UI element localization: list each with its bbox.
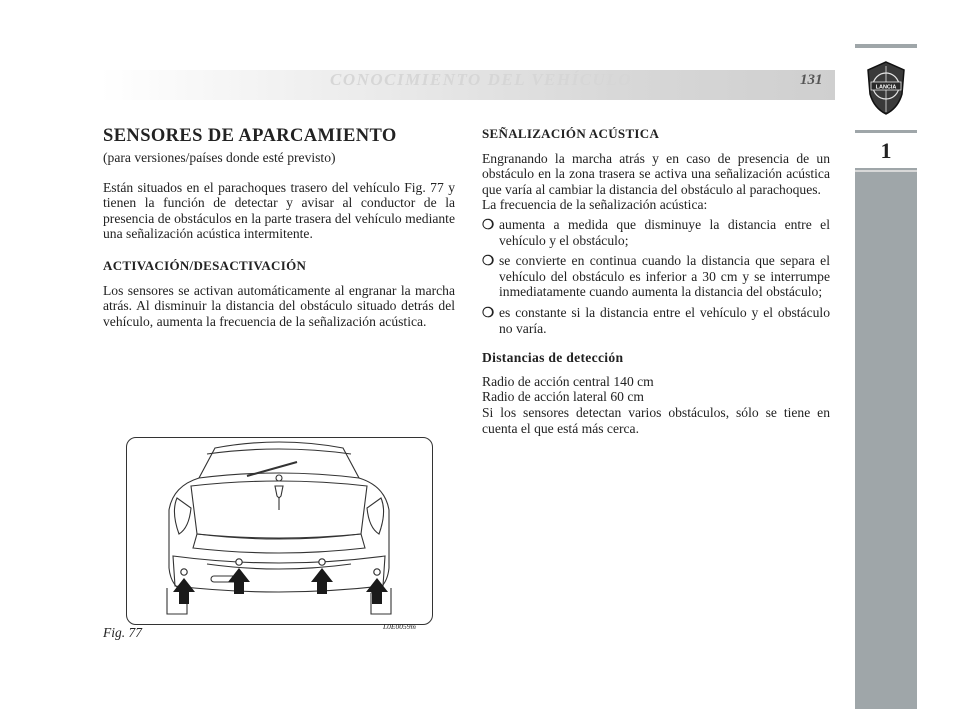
svg-text:LANCIA: LANCIA (875, 84, 897, 91)
running-header-title: CONOCIMIENTO DEL VEHÍCULO (330, 70, 632, 89)
activation-paragraph: Los sensores se activan automáticamente al engranar la marcha atrás. Al disminuir la distancia del obstáculo situado detrás del vehículo, aumenta la frecuencia de la señalización acústica. (103, 282, 455, 329)
activation-heading: ACTIVACIÓN/DESACTIVACIÓN (103, 257, 307, 273)
frequency-list (482, 217, 830, 336)
figure-caption: Fig. 77 (103, 625, 142, 640)
acoustic-paragraph: Engranando la marcha atrás y en caso de presencia de un obstáculo en la zona trasera se activa una señalización acústica que varía al cambiar la distancia del obstáculo al parachoques. (482, 150, 830, 197)
section-subtitle: (para versiones/países donde esté previsto) (103, 150, 336, 165)
car-rear-illustration (127, 438, 432, 624)
arrow-up-icon (228, 568, 250, 594)
bullet-ring-icon: ❍ (482, 216, 495, 232)
bullet-ring-icon: ❍ (482, 253, 495, 269)
bullet-ring-icon: ❍ (482, 304, 495, 320)
section-title: SENSORES DE APARCAMIENTO (103, 126, 397, 146)
detection-line: Radio de acción lateral 60 cm (482, 389, 644, 405)
acoustic-heading: SEÑALIZACIÓN ACÚSTICA (482, 126, 660, 141)
figure-rear-sensors (126, 437, 433, 625)
intro-paragraph: Están situados en el parachoques trasero del vehículo Fig. 77 y tienen la función de detectar y avisar al conductor de la presencia de obstáculos en la parte trasera del vehículo mediante una señalización acústica intermitente. (103, 179, 455, 242)
detection-heading: Distancias de detección (482, 350, 624, 366)
sidebar-divider (855, 170, 917, 172)
figure-code: L0E0059m (383, 622, 416, 631)
chapter-number: 1 (855, 133, 917, 168)
left-column (103, 126, 455, 329)
detection-line: Si los sensores detectan varios obstáculos, sólo se tiene en cuenta el que está más cerca. (482, 404, 830, 436)
lancia-logo-icon (864, 60, 908, 116)
right-column (482, 126, 830, 436)
detection-line: Radio de acción central 140 cm (482, 373, 654, 389)
list-item: ❍ es constante si la distancia entre el vehículo y el obstáculo no varía. (482, 304, 830, 336)
frequency-intro: La frecuencia de la señalización acústica: (482, 197, 708, 213)
page-number: 131 (800, 72, 823, 88)
list-item: ❍ aumenta a medida que disminuye la distancia entre el vehículo y el obstáculo; (482, 216, 830, 248)
list-item: ❍ se convierte en continua cuando la distancia que separa el vehículo del obstáculo es inferior a 30 cm y se interrumpe inmediatamente cuando aumenta la distancia del obstáculo; (482, 253, 830, 300)
arrow-up-icon (173, 578, 195, 604)
